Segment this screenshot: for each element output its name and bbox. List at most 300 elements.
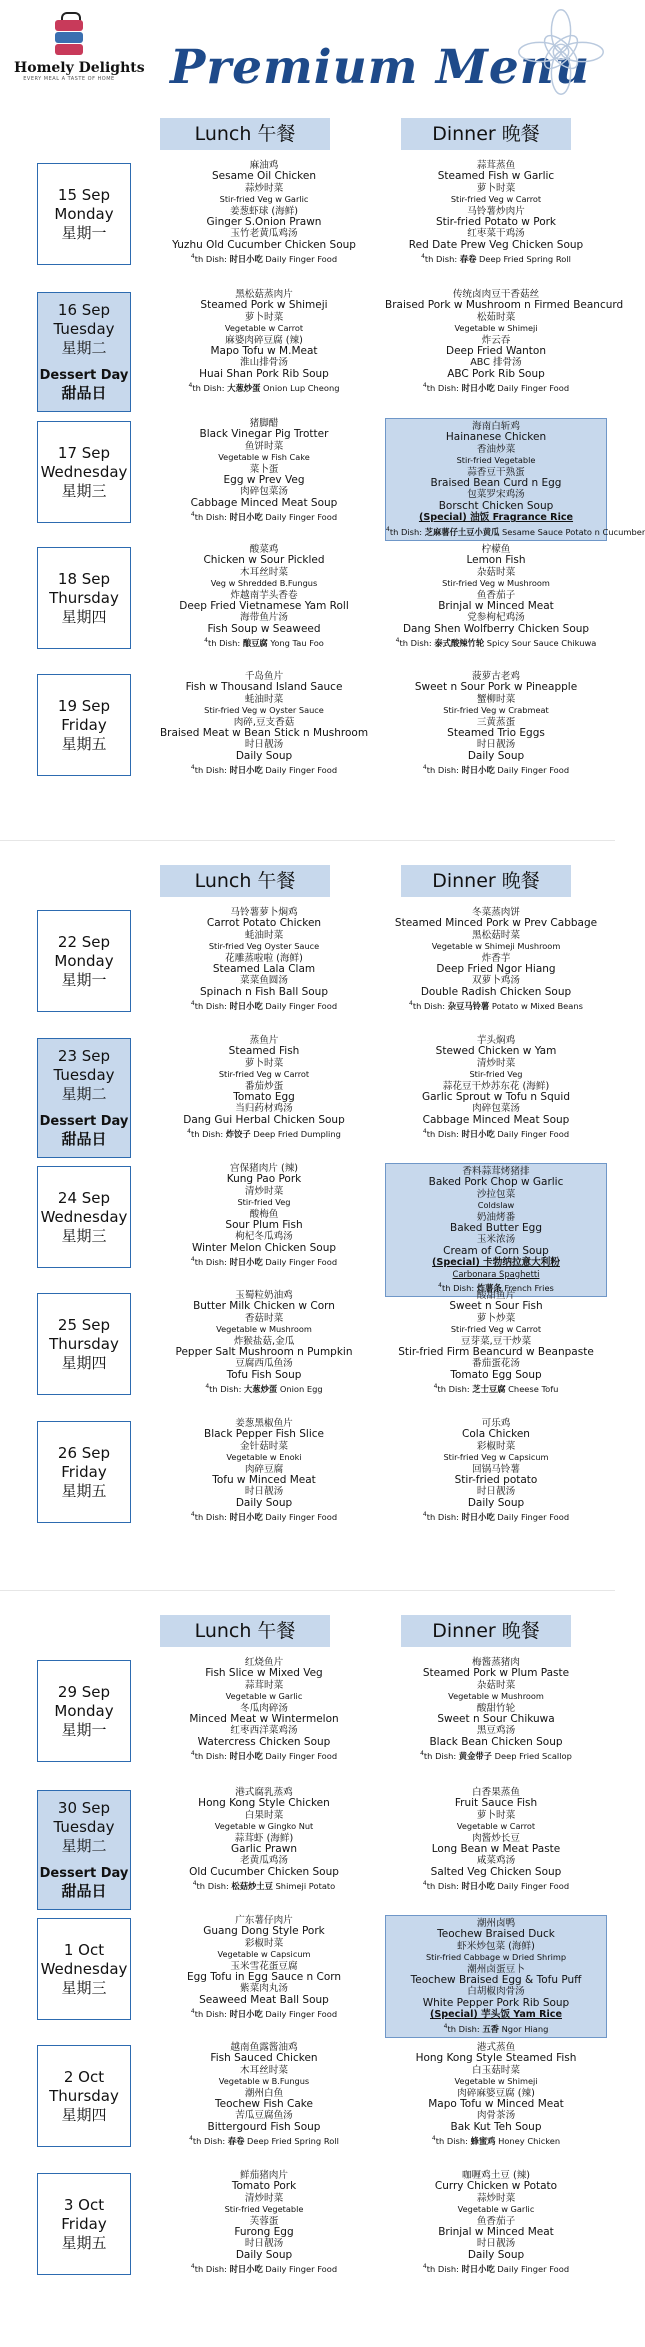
dish-name-cn: 芙蓉蛋	[249, 2215, 279, 2227]
sup-num: 4	[443, 2022, 448, 2030]
dish-name-en: Deep Fried Ngor Hiang	[436, 963, 556, 976]
dinner-menu	[385, 1035, 607, 1140]
dish-name-en: Vegetable w Garlic	[457, 2204, 535, 2215]
dish-name-cn: 肉酱炒长豆	[472, 1832, 520, 1844]
lunch-menu	[153, 418, 375, 523]
day-weekday: Wednesday	[40, 1207, 128, 1226]
dish-name-en: Salted Veg Chicken Soup	[430, 1865, 562, 1878]
dish-name-cn: 炸云吞	[481, 334, 511, 346]
dish-name-en: Sesame Oil Chicken	[212, 170, 316, 183]
fourth-dish	[385, 1878, 607, 1892]
dish-name-cn: 鱼香茄子	[476, 589, 516, 601]
week-divider	[0, 1590, 615, 1591]
dinner-header: Dinner 晚餐	[401, 865, 571, 897]
dish-name-cn: 杂菇时菜	[476, 1679, 516, 1691]
dish-name-en: Cola Chicken	[462, 1428, 530, 1441]
dish-name-en: Steamed Trio Eggs	[447, 727, 545, 740]
dish-name-en: Chicken w Sour Pickled	[203, 554, 325, 567]
dish-name-en: Deep Fried Wanton	[446, 345, 546, 358]
dish-name-en: Teochew Fish Cake	[215, 2098, 313, 2111]
fourth-dish-cn: 炸饺子	[225, 1129, 251, 1140]
day-box	[37, 2173, 131, 2275]
sup-num: 4	[433, 1383, 438, 1391]
day-box	[37, 1790, 131, 1910]
dish-name-en: Vegetable w Gingko Nut	[214, 1821, 314, 1832]
lunch-menu	[153, 544, 375, 649]
fourth-dish	[385, 2133, 607, 2147]
day-weekday-cn: 星期一	[61, 970, 107, 989]
dish-name-en: Ginger S.Onion Prawn	[206, 216, 322, 229]
dish-name-cn: 虾米炒包菜 (海鲜)	[457, 1940, 535, 1952]
dish-name-en: Braised Bean Curd n Egg	[430, 477, 562, 490]
fourth-dish-en: Daily Finger Food	[262, 2009, 338, 2020]
dish-name-en: Daily Soup	[235, 1496, 293, 1509]
dessert-day-label: Dessert Day	[39, 1114, 129, 1129]
fourth-dish-cn: 时日小吃	[229, 2264, 263, 2275]
lunch-menu	[153, 1418, 375, 1523]
lunch-menu	[153, 671, 375, 776]
dish-name-en: Black Bean Chicken Soup	[429, 1735, 563, 1748]
dish-name-en: Vegetable w Shimeji	[454, 323, 538, 334]
day-date: 26 Sep	[57, 1443, 111, 1462]
fourth-dish	[386, 524, 645, 538]
fourth-dish-cn: 大葱炒蛋	[244, 1384, 278, 1395]
sup-num: 4	[422, 1511, 427, 1519]
fourth-dish-en: Honey Chicken	[495, 2136, 561, 2147]
fourth-dish-en: Daily Finger Food	[494, 2264, 570, 2275]
day-weekday: Thursday	[49, 2086, 119, 2105]
dish-name-cn: 鱼香茄子	[476, 2215, 516, 2227]
day-box	[37, 1038, 131, 1158]
dish-name-cn: 时日靓汤	[476, 739, 516, 751]
fourth-dish	[153, 380, 375, 394]
dish-name-en: Steamed Minced Pork w Prev Cabbage	[394, 917, 598, 930]
fourth-label: th Dish:	[426, 383, 462, 394]
sup-num: 4	[421, 253, 425, 261]
dish-name-en: Brinjal w Minced Meat	[438, 600, 554, 613]
day-weekday-cn: 星期二	[61, 1085, 107, 1103]
fourth-dish-en: French Fries	[501, 1282, 554, 1293]
dish-name-cn: 海带鱼片汤	[240, 612, 288, 624]
lunch-menu	[153, 1657, 375, 1762]
dish-name-cn: 香料蒜茸烤猪排	[462, 1166, 530, 1177]
dish-name-cn: 黑松菇时菜	[472, 929, 520, 941]
sup-num: 4	[190, 2263, 195, 2271]
sup-num: 4	[189, 2135, 193, 2143]
day-weekday-cn: 星期四	[61, 1353, 107, 1372]
day-box	[37, 1421, 131, 1523]
fourth-dish	[386, 2021, 606, 2035]
day-box	[37, 1293, 131, 1395]
dish-name-cn: 萝卜时菜	[476, 1809, 516, 1821]
dish-name-cn: 番茄炒蛋	[244, 1080, 284, 1092]
fourth-dish	[153, 762, 375, 776]
dish-name-en: Spinach n Fish Ball Soup	[200, 985, 328, 998]
day-weekday-cn: 星期三	[61, 1978, 107, 1997]
dish-name-en: Fruit Sauce Fish	[454, 1797, 538, 1810]
dish-name-cn: 双萝卜鸡汤	[472, 975, 520, 987]
week-divider	[0, 840, 615, 841]
dish-name-cn: 香菇时菜	[244, 1312, 284, 1324]
dish-name-cn: 木耳丝时菜	[240, 2064, 288, 2076]
fourth-label: th Dish:	[426, 2264, 462, 2275]
dish-name-en: Stir-fried potato	[454, 1474, 538, 1487]
dish-name-en: Stir-fried Veg w Carrot	[450, 194, 542, 205]
dinner-menu	[385, 1418, 607, 1523]
day-weekday: Wednesday	[40, 462, 128, 481]
dish-name-cn: 松茹时菜	[476, 311, 516, 323]
dessert-day-label: Dessert Day	[39, 1866, 129, 1881]
dish-name-en: Stir-fried Vegetable	[224, 2204, 304, 2215]
dish-name-cn: 萝卜炒菜	[476, 1312, 516, 1324]
fourth-dish-cn: 黄金带子	[458, 1751, 492, 1762]
dish-name-en: Tomato Pork	[231, 2180, 297, 2193]
dinner-menu	[385, 160, 607, 265]
dish-name-cn: 番茄蛋花汤	[472, 1358, 520, 1370]
dish-name-cn: 马铃薯炒肉片	[467, 205, 525, 217]
special-dish: (Special) 卡勃纳拉意大利粉	[432, 1257, 560, 1269]
dish-name-cn: 红枣西洋菜鸡汤	[230, 1725, 298, 1737]
day-weekday-cn: 星期五	[61, 2233, 107, 2252]
day-date: 24 Sep	[57, 1188, 111, 1207]
dessert-day-label-cn: 甜品日	[61, 1130, 107, 1148]
sup-num: 4	[409, 1000, 413, 1008]
day-date: 1 Oct	[63, 1940, 105, 1959]
fourth-label: th Dish:	[435, 2136, 471, 2147]
fourth-dish	[385, 998, 607, 1012]
dish-name-cn: 潮州卤鸭	[476, 1918, 516, 1929]
fourth-label: th Dish:	[447, 2023, 483, 2034]
dish-name-en: Minced Meat w Wintermelon	[189, 1713, 339, 1726]
dish-name-cn: 芋头焖鸡	[476, 1035, 516, 1046]
dish-name-cn: 苦瓜豆腐鱼汤	[235, 2110, 293, 2122]
dish-name-en: Veg w Shredded B.Fungus	[210, 578, 318, 589]
dessert-day-label-cn: 甜品日	[61, 1882, 107, 1900]
fourth-dish	[385, 635, 607, 649]
day-box	[37, 674, 131, 776]
dish-name-en: Stir-fried Cabbage w Dried Shrimp	[425, 1952, 567, 1963]
dish-name-cn: 酸菜鸡	[249, 544, 279, 555]
dish-name-en: Coldslaw	[477, 1200, 515, 1211]
dish-name-cn: 三黄蒸蛋	[476, 716, 516, 728]
dish-name-en: Black Vinegar Pig Trotter	[199, 428, 329, 441]
dish-name-en: ABC Pork Rib Soup	[447, 367, 545, 380]
dish-name-cn: 清炒时菜	[244, 1185, 284, 1197]
dish-name-cn: 玉竹老黄瓜鸡汤	[230, 228, 298, 240]
dish-name-cn: 萝卜时菜	[244, 1057, 284, 1069]
dish-name-cn: 麻婆肉碎豆腐 (辣)	[225, 334, 303, 346]
day-box	[37, 2045, 131, 2147]
dish-name-cn: 港式腐乳蒸鸡	[235, 1787, 293, 1798]
fourth-label: th Dish:	[209, 1384, 244, 1395]
dinner-menu	[385, 1787, 607, 1892]
dish-name-en: Vegetable w Mushroom	[216, 1324, 312, 1335]
day-weekday: Tuesday	[53, 1066, 115, 1084]
fourth-dish-en: Daily Finger Food	[494, 765, 570, 776]
dish-name-en: Hong Kong Style Chicken	[198, 1797, 330, 1810]
fourth-dish-en: Daily Finger Food	[262, 1001, 338, 1012]
fourth-dish	[385, 1381, 607, 1395]
week-section	[0, 118, 645, 838]
dish-name-cn: 肉骨茶汤	[476, 2110, 516, 2122]
dish-name-cn: 萝卜时菜	[476, 182, 516, 194]
fourth-dish-cn: 时日小吃	[229, 1001, 263, 1012]
dish-name-en: Double Radish Chicken Soup	[420, 985, 572, 998]
day-date: 30 Sep	[57, 1799, 111, 1817]
fourth-dish-cn: 时日小吃	[461, 1512, 495, 1523]
fourth-label: th Dish:	[426, 1881, 462, 1892]
dish-name-cn: 玉米雪花蛋豆腐	[230, 1960, 298, 1972]
dish-name-cn: 酸甜鱼片	[476, 1290, 516, 1301]
special-dish-en: Carbonara Spaghetti	[452, 1268, 540, 1279]
dish-name-cn: 冬瓜肉碎汤	[240, 1702, 288, 1714]
lunch-menu	[153, 1787, 375, 1892]
fourth-label: th Dish:	[194, 1001, 230, 1012]
dish-name-en: Lemon Fish	[466, 554, 526, 567]
dish-name-en: Tomato Egg Soup	[450, 1368, 542, 1381]
dish-name-cn: 广东薯仔肉片	[235, 1915, 293, 1926]
dish-name-en: Baked Pork Chop w Garlic	[428, 1176, 564, 1189]
dish-name-en: Carrot Potato Chicken	[206, 917, 322, 930]
dish-name-en: Fish w Thousand Island Sauce	[185, 681, 343, 694]
fourth-label: th Dish:	[190, 1129, 226, 1140]
lunch-menu	[153, 160, 375, 265]
sup-num: 4	[386, 525, 390, 533]
day-box	[37, 1660, 131, 1762]
day-weekday-cn: 星期一	[61, 223, 107, 242]
dish-name-en: Butter Milk Chicken w Corn	[193, 1300, 335, 1313]
dish-name-en: Steamed Pork w Plum Paste	[422, 1667, 570, 1680]
fourth-dish-en: Cheese Tofu	[505, 1384, 559, 1395]
fourth-dish-en: Shimeji Potato	[272, 1881, 336, 1892]
fourth-label: th Dish:	[192, 2136, 228, 2147]
dish-name-en: Curry Chicken w Potato	[434, 2180, 558, 2193]
day-date: 18 Sep	[57, 569, 111, 588]
sup-num: 4	[205, 1383, 210, 1391]
fourth-dish	[153, 2133, 375, 2147]
dinner-menu	[385, 1657, 607, 1762]
lunch-header: Lunch 午餐	[160, 865, 330, 897]
dish-name-en: Stir-fried Veg w Capsicum	[443, 1452, 549, 1463]
dish-name-cn: 时日靓汤	[476, 2238, 516, 2250]
day-date: 22 Sep	[57, 932, 111, 951]
fourth-dish-en: Daily Finger Food	[262, 765, 338, 776]
dish-name-en: Fish Sauced Chicken	[210, 2052, 318, 2065]
fourth-dish-en: Daily Finger Food	[262, 2264, 338, 2275]
fourth-dish-cn: 时日小吃	[461, 2264, 495, 2275]
fourth-dish-cn: 松菇炒土豆	[231, 1881, 273, 1892]
dish-name-en: Furong Egg	[234, 2226, 294, 2239]
fourth-dish-en: Daily Finger Food	[494, 1512, 570, 1523]
fourth-dish-en: Daily Finger Food	[262, 1512, 338, 1523]
fourth-dish-en: Daily Finger Food	[262, 254, 338, 265]
dish-name-en: Seaweed Meat Ball Soup	[199, 1993, 329, 2006]
fourth-dish-en: Deep Fried Dumpling	[250, 1129, 341, 1140]
special-dish: (Special) 芋头饭 Yam Rice	[430, 2009, 562, 2021]
lunch-menu	[153, 1915, 375, 2020]
sup-num: 4	[190, 511, 195, 519]
lunch-menu	[153, 2170, 375, 2275]
dish-name-cn: 包菜罗宋鸡汤	[467, 489, 525, 501]
dish-name-cn: 清炒时菜	[476, 1057, 516, 1069]
day-date: 15 Sep	[57, 185, 111, 204]
fourth-dish-cn: 时日小吃	[461, 765, 495, 776]
fourth-label: th Dish:	[441, 1282, 477, 1293]
fourth-dish-en: Onion Lup Cheong	[260, 383, 340, 394]
sup-num: 4	[190, 1750, 195, 1758]
sup-num: 4	[188, 382, 193, 390]
dish-name-en: Brinjal w Minced Meat	[438, 2226, 554, 2239]
dinner-menu	[385, 671, 607, 776]
page-title: Premium Menu	[170, 40, 591, 95]
dish-name-en: Stir-fried Veg w Carrot	[218, 1069, 310, 1080]
fourth-dish-en: Yong Tau Foo	[267, 638, 324, 649]
dish-name-cn: 鱼饼时菜	[244, 440, 284, 452]
day-weekday-cn: 星期四	[61, 2105, 107, 2124]
dinner-menu	[385, 1915, 607, 2038]
fourth-dish	[153, 2006, 375, 2020]
dish-name-cn: 蚝油时菜	[244, 929, 284, 941]
dish-name-cn: 炸越南芋头香卷	[230, 589, 298, 601]
dish-name-cn: 鲜茄猪肉片	[240, 2170, 288, 2181]
fourth-dish-cn: 时日小吃	[461, 1881, 495, 1892]
dish-name-cn: 时日靓汤	[476, 1486, 516, 1498]
brand-logo	[14, 12, 145, 104]
day-box	[37, 1918, 131, 2020]
dish-name-cn: 党参枸杞鸡汤	[467, 612, 525, 624]
day-weekday-cn: 星期二	[61, 339, 107, 357]
dish-name-en: Stir-fried Veg	[469, 1069, 523, 1080]
fourth-label: th Dish:	[412, 1001, 448, 1012]
sup-num: 4	[422, 382, 427, 390]
fourth-label: th Dish:	[196, 1881, 232, 1892]
sup-num: 4	[190, 764, 195, 772]
dish-name-en: Sweet n Sour Fish	[449, 1300, 543, 1313]
fourth-dish	[153, 1509, 375, 1523]
lunch-menu	[153, 1290, 375, 1395]
dish-name-cn: 沙拉包菜	[476, 1188, 516, 1200]
day-weekday: Friday	[61, 715, 107, 734]
sup-num: 4	[395, 637, 400, 645]
lunch-menu	[153, 1163, 375, 1268]
dish-name-en: Dang Gui Herbal Chicken Soup	[183, 1113, 345, 1126]
dish-name-en: Daily Soup	[235, 749, 293, 762]
lunch-header: Lunch 午餐	[160, 1615, 330, 1647]
dish-name-cn: 猪脚醋	[249, 418, 279, 429]
dish-name-en: Hainanese Chicken	[445, 431, 547, 444]
dish-name-en: Garlic Sprout w Tofu n Squid	[421, 1091, 570, 1104]
dessert-day-label: Dessert Day	[39, 368, 129, 383]
fourth-dish	[153, 1878, 375, 1892]
day-weekday: Monday	[54, 1701, 114, 1720]
fourth-dish-cn: 春卷	[459, 254, 477, 265]
sup-num: 4	[190, 1000, 195, 1008]
dish-name-en: Stir-fried Veg w Garlic	[219, 194, 309, 205]
dish-name-cn: 红枣菜干鸡汤	[467, 228, 525, 240]
dish-name-en: Stir-fried Veg	[237, 1197, 291, 1208]
dish-name-en: Deep Fried Vietnamese Yam Roll	[179, 600, 349, 613]
dish-name-cn: 蒜茸虾 (海鲜)	[234, 1832, 294, 1844]
day-weekday: Tuesday	[53, 320, 115, 338]
fourth-dish-en: Daily Finger Food	[494, 1881, 570, 1892]
dish-name-cn: 姜葱虾球 (海鲜)	[229, 205, 299, 217]
dish-name-en: Black Pepper Fish Slice	[204, 1428, 324, 1441]
dish-name-en: Daily Soup	[467, 1496, 525, 1509]
dish-name-cn: 潮州卤蛋豆卜	[467, 1963, 525, 1975]
fourth-dish-cn: 五香	[482, 2023, 499, 2034]
fourth-dish-en: Ngor Hiang	[498, 2023, 549, 2034]
dish-name-en: Huai Shan Pork Rib Soup	[199, 367, 329, 380]
fourth-dish	[153, 2261, 375, 2275]
fourth-dish-cn: 时日小吃	[229, 254, 263, 265]
dish-name-cn: 木耳丝时菜	[240, 566, 288, 578]
dish-name-cn: 酸甜竹轮	[476, 1702, 516, 1714]
dish-name-cn: 白玉菇时菜	[472, 2064, 520, 2076]
dessert-day-label-cn: 甜品日	[61, 384, 107, 402]
sup-num: 4	[420, 1750, 424, 1758]
dish-name-en: Tomato Egg	[233, 1091, 295, 1104]
fourth-label: th Dish:	[194, 2009, 230, 2020]
fourth-dish-cn: 蜂蜜鸡	[470, 2136, 496, 2147]
dish-name-en: Tofu Fish Soup	[226, 1368, 302, 1381]
dish-name-en: Cabbage Minced Meat Soup	[422, 1113, 570, 1126]
fourth-dish-cn: 时日小吃	[229, 765, 263, 776]
lunch-menu	[153, 907, 375, 1012]
dish-name-cn: 肉碎麻婆豆腐 (辣)	[457, 2087, 535, 2099]
fourth-dish	[153, 1381, 375, 1395]
day-box	[37, 547, 131, 649]
dish-name-cn: 当归药材鸡汤	[235, 1103, 293, 1115]
dish-name-en: Egg w Prev Veg	[223, 474, 305, 487]
dish-name-en: Stewed Chicken w Yam	[435, 1045, 557, 1058]
day-weekday: Thursday	[49, 588, 119, 607]
dish-name-cn: 清炒时菜	[244, 2192, 284, 2204]
fourth-label: th Dish:	[194, 765, 230, 776]
dish-name-en: Winter Melon Chicken Soup	[191, 1241, 337, 1254]
dinner-menu	[385, 418, 645, 541]
dish-name-en: Vegetable w Carrot	[456, 1821, 536, 1832]
sup-num: 4	[187, 1128, 191, 1136]
fourth-dish	[153, 1126, 375, 1140]
dinner-menu	[385, 1290, 607, 1395]
sup-num: 4	[204, 637, 208, 645]
dish-name-cn: 蒜茸蒸鱼	[476, 160, 516, 171]
dish-name-en: Egg Tofu in Egg Sauce n Corn	[186, 1971, 342, 1984]
dish-name-cn: 白香果蒸鱼	[472, 1787, 520, 1798]
fourth-dish-cn: 时日小吃	[461, 1129, 495, 1140]
fourth-dish-cn: 时日小吃	[229, 1512, 263, 1523]
dish-name-cn: 奶油烤番	[476, 1211, 516, 1223]
dish-name-cn: 黑松菇蒸肉片	[235, 289, 293, 300]
day-weekday: Thursday	[49, 1334, 119, 1353]
dish-name-en: Vegetable w Carrot	[224, 323, 304, 334]
dish-name-en: Vegetable w Garlic	[225, 1691, 303, 1702]
fourth-label: th Dish:	[194, 1751, 230, 1762]
day-weekday: Monday	[54, 951, 114, 970]
dish-name-cn: 紫菜肉丸汤	[240, 1983, 288, 1995]
dinner-menu	[385, 289, 624, 394]
dish-name-cn: 酸梅鱼	[249, 1208, 279, 1220]
day-date: 3 Oct	[63, 2195, 105, 2214]
dish-name-en: Bak Kut Teh Soup	[450, 2120, 542, 2133]
day-weekday-cn: 星期二	[61, 1837, 107, 1855]
fourth-dish-en: Daily Finger Food	[494, 383, 570, 394]
dish-name-cn: 枸杞冬瓜鸡汤	[235, 1231, 293, 1243]
dish-name-cn: 肉碎包菜汤	[240, 486, 288, 498]
dish-name-cn: 肉碎豆腐	[244, 1463, 284, 1475]
day-weekday-cn: 星期五	[61, 734, 107, 753]
dish-name-cn: 梅酱蒸猪肉	[472, 1657, 520, 1668]
